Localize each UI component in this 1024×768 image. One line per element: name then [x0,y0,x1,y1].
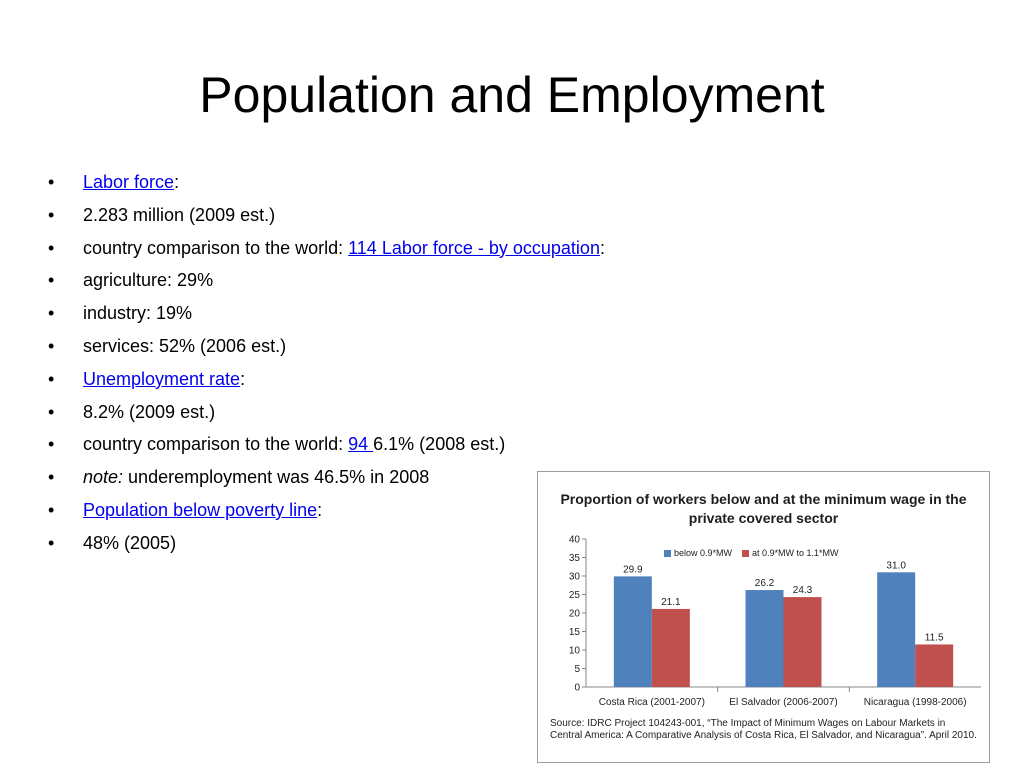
bullet-text: 6.1% (2008 est.) [373,434,506,455]
bar [877,572,915,687]
data-label: 26.2 [754,578,775,590]
bullet-dot-icon: • [48,204,55,225]
y-tick-label: 5 [574,664,580,675]
bullet-item [48,527,605,560]
y-tick-label: 10 [568,645,580,657]
bar [746,590,784,687]
chart-title: Proportion of workers below and at the minimum wage in the private covered sector [560,491,967,526]
bullet-text: agriculture: 29% [83,270,214,291]
y-tick-label: 30 [568,571,580,583]
slide-title: Population and Employment [199,67,825,123]
bullet-dot-icon: • [48,270,55,291]
chart-panel [537,471,990,763]
y-tick-label: 20 [568,608,580,620]
bullet-text: note: [83,467,124,488]
bullet-item [48,232,605,265]
bullet-link[interactable]: Unemployment rate [83,368,241,389]
data-label: 29.9 [623,564,643,576]
x-tick-label: Costa Rica (2001-2007) [598,697,705,708]
bullet-item [48,428,605,461]
bullet-link[interactable]: Population below poverty line [83,499,318,520]
bullet-text: country comparison to the world: [83,237,349,258]
bullet-text: : [240,368,246,389]
bullet-dot-icon: • [48,434,55,455]
data-label: 24.3 [792,585,813,597]
bullet-item [48,297,605,330]
bullet-link[interactable]: Labor force [83,172,175,192]
bullet-dot-icon: • [48,401,55,422]
bar [915,644,953,687]
bar [614,576,652,687]
bullet-dot-icon: • [48,499,55,520]
y-tick-label: 15 [568,627,580,638]
bullet-text: : [317,499,323,520]
legend-swatch [742,550,749,557]
x-tick-label: Nicaragua (1998-2006) [863,697,967,708]
y-tick-label: 40 [568,534,580,546]
legend-label: below 0.9*MW [674,548,733,558]
chart-source: Source: IDRC Project 104243-001, “The Impact of Minimum Wages on Labour Markets in Central America: A Comparative Analysis of Costa Rica, El Salvador, and Nicaragua”. April 2010. [550,718,977,741]
data-label: 11.5 [924,632,944,644]
data-label: 31.0 [886,560,906,572]
bullet-link[interactable]: 94 [348,434,374,455]
bullet-item [48,363,605,396]
data-label: 21.1 [661,596,681,608]
bullet-dot-icon: • [48,303,55,324]
bar [784,597,822,687]
legend-label: at 0.9*MW to 1.1*MW [752,548,839,558]
bullet-text: : [599,237,605,258]
bullet-dot-icon: • [48,368,55,389]
bullet-item [48,396,605,429]
bullet-text: 2.283 million (2009 est.) [83,204,276,225]
legend-swatch [664,550,671,557]
bullet-text: 8.2% (2009 est.) [83,401,216,422]
bullet-dot-icon: • [48,467,55,488]
bullet-list [48,166,605,560]
bullet-text: industry: 19% [83,303,193,324]
bullet-text: country comparison to the world: [83,434,349,455]
bullet-dot-icon: • [48,172,55,192]
bullet-dot-icon: • [48,532,55,553]
bullet-item [48,199,605,232]
y-tick-label: 0 [574,682,580,694]
y-tick-label: 25 [568,590,580,601]
bullet-item [48,330,605,363]
bullet-link[interactable]: 114 Labor force - by occupation [348,237,600,258]
x-tick-label: El Salvador (2006-2007) [729,697,838,708]
bullet-item [48,494,605,527]
bullet-text: 48% (2005) [83,532,177,553]
bullet-text: services: 52% (2006 est.) [83,335,287,356]
y-tick-label: 35 [568,553,580,564]
bullet-text: : [174,172,180,192]
bullet-item [48,461,605,494]
bullet-dot-icon: • [48,237,55,258]
bullet-text: underemployment was 46.5% in 2008 [123,467,430,488]
bar [652,609,690,687]
bullet-item [48,264,605,297]
bullet-item [48,166,605,199]
bullet-dot-icon: • [48,335,55,356]
